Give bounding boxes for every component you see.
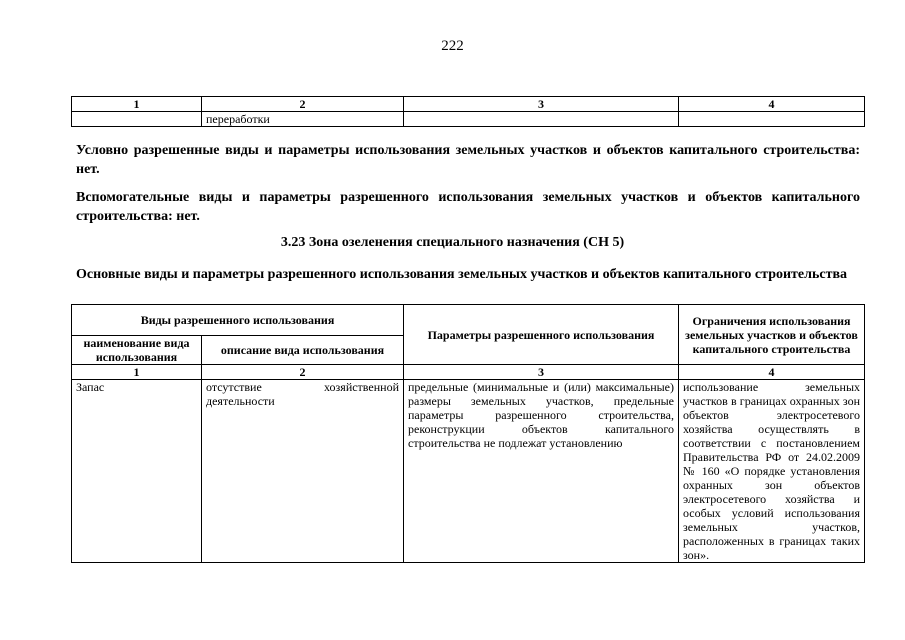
restrictions-cell: использование земельных участков в границах охранных зон объектов электросетевого хозяйства осуществлять в соответствии с постановлением Правительства РФ от 24.02.2009 № 160 «О порядке установления охранных зон объектов электросетевого хозяйства и особых условий использования земельных участков, расположенных в границах таких зон». (679, 380, 865, 563)
table-cell (679, 112, 865, 127)
main-uses-table (71, 304, 865, 563)
table-cell (404, 112, 679, 127)
col-number-3: 3 (404, 97, 679, 112)
col-number-1: 1 (72, 365, 202, 380)
continuation-table-header (72, 97, 865, 112)
col-number-3: 3 (404, 365, 679, 380)
parameters-header: Параметры разрешенного использования (404, 305, 679, 365)
use-name-cell: Запас (72, 380, 202, 563)
types-group-header: Виды разрешенного использования (72, 305, 404, 336)
column-number-row (72, 365, 865, 380)
conditional-uses-paragraph: Условно разрешенные виды и параметры использования земельных участков и объектов капитального строительства: нет. (76, 143, 860, 177)
table-cell (72, 112, 202, 127)
col-number-4: 4 (679, 97, 865, 112)
col-number-2: 2 (202, 97, 404, 112)
table-row (72, 112, 865, 127)
restrictions-header: Ограничения использования земельных участков и объектов капитального строительства (679, 305, 865, 365)
page-number: 222 (441, 38, 464, 54)
col-number-2: 2 (202, 365, 404, 380)
col-number-1: 1 (72, 97, 202, 112)
main-uses-heading: Основные виды и параметры разрешенного использования земельных участков и объектов капитального строительства (76, 267, 848, 282)
type-description-header: описание вида использования (202, 336, 404, 365)
table-cell: переработки (202, 112, 404, 127)
type-name-header: наименование вида использования (72, 336, 202, 365)
auxiliary-uses-paragraph: Вспомогательные виды и параметры разрешенного использования земельных участков и объектов капитального строительства: нет. (76, 190, 860, 224)
use-description-cell: отсутствие хозяйственной деятельности (202, 380, 404, 563)
table-row (72, 380, 865, 563)
col-number-4: 4 (679, 365, 865, 380)
main-table-header-row-1 (72, 305, 865, 336)
continuation-table (71, 96, 865, 127)
parameters-cell: предельные (минимальные и (или) максимальные) размеры земельных участков, предельные параметры разрешенного строительства, реконструкции объектов капитального строительства не подлежат установлению (404, 380, 679, 563)
zone-heading: 3.23 Зона озеленения специального назначения (СН 5) (280, 235, 625, 250)
